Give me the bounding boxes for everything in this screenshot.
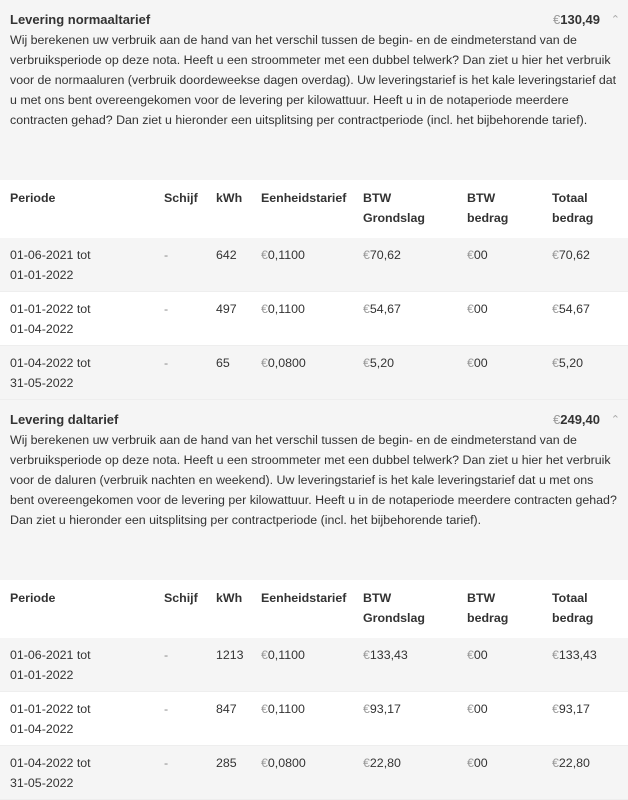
cell-periode: 01-06-2021 tot 01-01-2022: [10, 248, 91, 282]
chevron-up-icon[interactable]: ⌃: [610, 414, 620, 426]
cell-btw-bedrag: €00: [467, 248, 488, 262]
col-header-btw-bedrag: BTW bedrag: [467, 591, 509, 625]
section-amount: [553, 410, 600, 430]
col-header-periode: Periode: [10, 591, 56, 605]
col-header-schijf: Schijf: [164, 191, 198, 205]
col-header-btw-grondslag: BTW Grondslag: [363, 191, 425, 225]
section-description: Wij berekenen uw verbruik aan de hand van het verschil tussen de begin- en de eindmeterstand van de verbruiksperiode op deze nota. Heeft u een stroommeter met een dubbel telwerk? Dan ziet u hier het verbruik voor de normaaluren (verbruik doordeweekse dagen overdag). Uw leveringstarief is het kale leveringstarief dat u met ons bent overeengekomen voor de levering per kilowattuur. Heeft u in de notaperiode meerdere contracten gehad? Dan ziet u hieronder een uitsplitsing per contractperiode (incl. het bijbehorende tarief).: [10, 33, 617, 127]
currency-symbol: €: [553, 412, 561, 427]
table-row: [0, 692, 628, 746]
cell-totaal-bedrag: €22,80: [552, 756, 590, 770]
cell-eenheidstarief: €0,1100: [261, 702, 305, 716]
cell-kwh: 285: [216, 756, 237, 770]
cell-periode: 01-04-2022 tot 31-05-2022: [10, 756, 91, 790]
cell-totaal-bedrag: €70,62: [552, 248, 590, 262]
cell-btw-grondslag: €93,17: [363, 702, 401, 716]
cell-periode: 01-06-2021 tot 01-01-2022: [10, 648, 91, 682]
section-header[interactable]: [0, 0, 628, 30]
table-row: [0, 292, 628, 346]
section-amount-value: 249,40: [560, 412, 600, 427]
cell-btw-grondslag: €22,80: [363, 756, 401, 770]
cell-schijf: -: [164, 702, 169, 716]
col-header-kwh: kWh: [216, 191, 243, 205]
cell-eenheidstarief: €0,1100: [261, 248, 305, 262]
cell-eenheidstarief: €0,1100: [261, 648, 305, 662]
cell-schijf: -: [164, 248, 169, 262]
col-header-eenheidstarief: Eenheidstarief: [261, 191, 347, 205]
table-header-row: [0, 580, 628, 638]
cell-eenheidstarief: €0,1100: [261, 302, 305, 316]
table-row: [0, 346, 628, 400]
cell-kwh: 642: [216, 248, 237, 262]
cell-totaal-bedrag: €93,17: [552, 702, 590, 716]
cell-eenheidstarief: €0,0800: [261, 356, 306, 370]
cell-btw-grondslag: €5,20: [363, 356, 395, 370]
cell-btw-bedrag: €00: [467, 302, 488, 316]
cell-periode: 01-01-2022 tot 01-04-2022: [10, 702, 91, 736]
table-row: [0, 746, 628, 800]
col-header-totaal-bedrag: Totaal bedrag: [552, 591, 594, 625]
chevron-up-icon[interactable]: ⌃: [610, 14, 620, 26]
cell-eenheidstarief: €0,0800: [261, 756, 306, 770]
cell-kwh: 847: [216, 702, 237, 716]
cell-kwh: 497: [216, 302, 237, 316]
col-header-btw-grondslag: BTW Grondslag: [363, 591, 425, 625]
table-header-row: [0, 180, 628, 238]
col-header-totaal-bedrag: Totaal bedrag: [552, 191, 594, 225]
cell-schijf: -: [164, 756, 169, 770]
cell-totaal-bedrag: €54,67: [552, 302, 590, 316]
cell-schijf: -: [164, 648, 169, 662]
col-header-periode: Periode: [10, 191, 56, 205]
section-description: Wij berekenen uw verbruik aan de hand van het verschil tussen de begin- en de eindmeterstand van de verbruiksperiode op deze nota. Heeft u een stroommeter met een dubbel telwerk? Dan ziet u hier het verbruik voor de daluren (verbruik nachten en weekend). Uw leveringstarief is het kale leveringstarief dat u met ons bent overeengekomen voor de levering per kilowattuur. Heeft u in de notaperiode meerdere contracten gehad? Dan ziet u hieronder een uitsplitsing per contractperiode (incl. het bijbehorende tarief).: [10, 433, 617, 527]
col-header-btw-bedrag: BTW bedrag: [467, 191, 509, 225]
cell-periode: 01-01-2022 tot 01-04-2022: [10, 302, 91, 336]
section-title: Levering daltarief: [10, 412, 119, 427]
col-header-schijf: Schijf: [164, 591, 198, 605]
contract-period-table: [0, 580, 628, 800]
cell-kwh: 1213: [216, 648, 244, 662]
section-header[interactable]: [0, 400, 628, 430]
section-amount: [553, 10, 600, 30]
cell-btw-grondslag: €133,43: [363, 648, 408, 662]
cell-periode: 01-04-2022 tot 31-05-2022: [10, 356, 91, 390]
cell-btw-grondslag: €70,62: [363, 248, 401, 262]
section-amount-value: 130,49: [560, 12, 600, 27]
col-header-eenheidstarief: Eenheidstarief: [261, 591, 347, 605]
table-row: [0, 238, 628, 292]
cell-totaal-bedrag: €5,20: [552, 356, 584, 370]
invoice-section: [0, 400, 628, 800]
section-title: Levering normaaltarief: [10, 12, 151, 27]
cell-btw-bedrag: €00: [467, 756, 488, 770]
cell-btw-bedrag: €00: [467, 356, 488, 370]
cell-schijf: -: [164, 356, 169, 370]
cell-totaal-bedrag: €133,43: [552, 648, 597, 662]
currency-symbol: €: [553, 12, 561, 27]
cell-btw-grondslag: €54,67: [363, 302, 401, 316]
contract-period-table: [0, 180, 628, 400]
cell-btw-bedrag: €00: [467, 702, 488, 716]
cell-schijf: -: [164, 302, 169, 316]
col-header-kwh: kWh: [216, 591, 243, 605]
cell-btw-bedrag: €00: [467, 648, 488, 662]
table-row: [0, 638, 628, 692]
cell-kwh: 65: [216, 356, 230, 370]
